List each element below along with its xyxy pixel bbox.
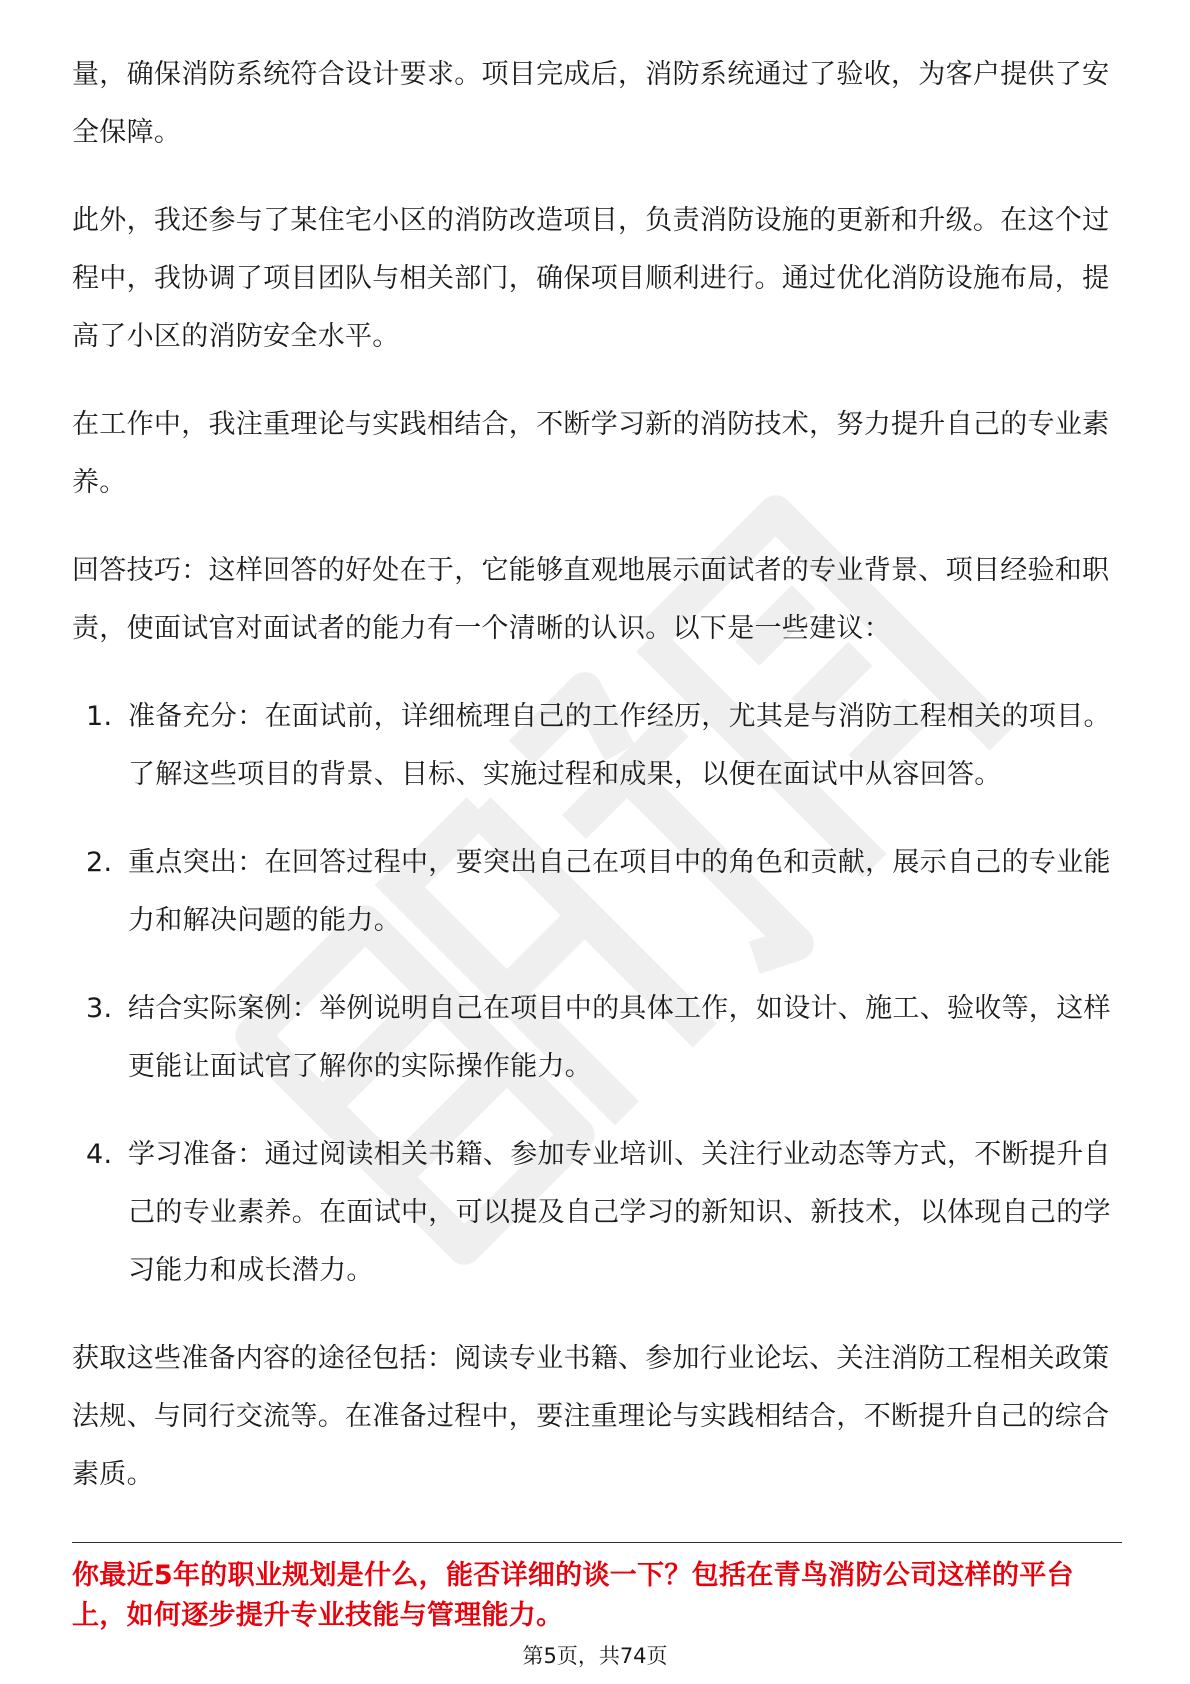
list-number: 1. [86, 701, 113, 732]
next-question-heading: 你最近5年的职业规划是什么，能否详细的谈一下？包括在青鸟消防公司这样的平台上，如何逐步提升专业技能与管理能力。 [72, 1560, 1074, 1631]
list-item [72, 834, 1122, 950]
page-number-footer: 第5页，共74页 [522, 1644, 668, 1668]
list-item-text: 重点突出：在回答过程中，要突出自己在项目中的角色和贡献，展示自己的专业能力和解决问题的能力。 [128, 847, 1111, 936]
paragraph: 在工作中，我注重理论与实践相结合，不断学习新的消防技术，努力提升自己的专业素养。 [72, 409, 1110, 498]
list-item-text: 结合实际案例：举例说明自己在项目中的具体工作，如设计、施工、验收等，这样更能让面试官了解你的实际操作能力。 [128, 993, 1111, 1082]
list-item-text: 准备充分：在面试前，详细梳理自己的工作经历，尤其是与消防工程相关的项目。了解这些项目的背景、目标、实施过程和成果，以便在面试中从容回答。 [128, 701, 1111, 790]
paragraph: 此外，我还参与了某住宅小区的消防改造项目，负责消防设施的更新和升级。在这个过程中，我协调了项目团队与相关部门，确保项目顺利进行。通过优化消防设施布局，提高了小区的消防安全水平。 [72, 205, 1110, 352]
list-item-text: 学习准备：通过阅读相关书籍、参加专业培训、关注行业动态等方式，不断提升自己的专业素养。在面试中，可以提及自己学习的新知识、新技术，以体现自己的学习能力和成长潜力。 [128, 1139, 1111, 1286]
paragraph: 量，确保消防系统符合设计要求。项目完成后，消防系统通过了验收，为客户提供了安全保障。 [72, 59, 1110, 148]
list-number: 4. [86, 1139, 113, 1170]
list-number: 2. [86, 847, 113, 878]
paragraph: 获取这些准备内容的途径包括：阅读专业书籍、参加行业论坛、关注消防工程相关政策法规、与同行交流等。在准备过程中，要注重理论与实践相结合，不断提升自己的综合素质。 [72, 1343, 1110, 1490]
list-number: 3. [86, 993, 113, 1024]
list-item [72, 980, 1122, 1096]
list-item [72, 1126, 1122, 1300]
suggestion-list [72, 688, 1122, 1300]
answer-tips-paragraph: 回答技巧：这样回答的好处在于，它能够直观地展示面试者的专业背景、项目经验和职责，使面试官对面试者的能力有一个清晰的认识。以下是一些建议： [72, 555, 1110, 644]
document-body [72, 46, 1122, 1534]
section-divider [72, 1542, 1122, 1543]
list-item [72, 688, 1122, 804]
